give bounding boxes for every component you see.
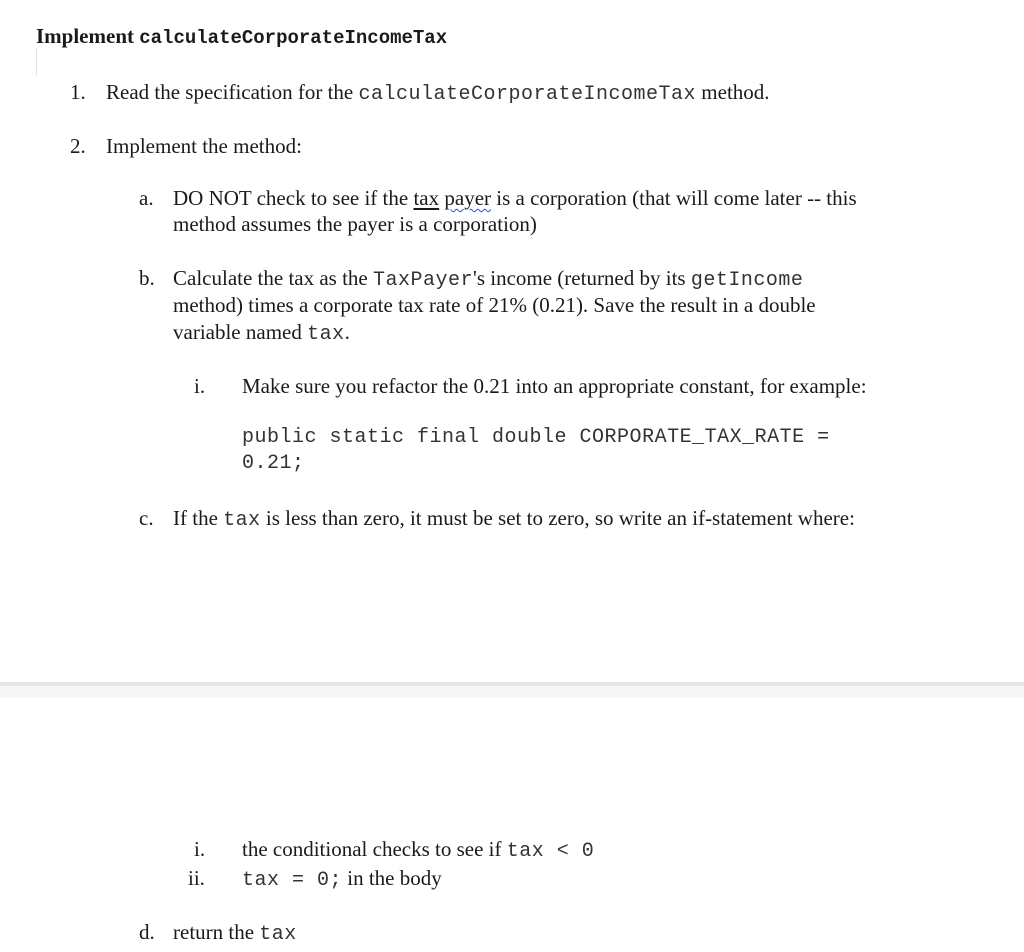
item-a-line-2: method assumes the payer is a corporation) — [173, 212, 537, 236]
item-a-label: a. — [139, 186, 154, 210]
item-a-before: DO NOT check to see if the — [173, 186, 414, 210]
item-a-tax-word: tax — [413, 186, 440, 210]
title-method: calculateCorporateIncomeTax — [139, 27, 448, 49]
item-c-i-text — [242, 837, 594, 863]
item-c-ii-label: ii. — [188, 866, 205, 890]
item-d-before: return the — [173, 920, 260, 944]
step-2-text: Implement the method: — [106, 134, 302, 158]
item-a-after: is a corporation (that will come later -- this — [491, 186, 857, 210]
item-d-label: d. — [139, 920, 155, 944]
item-b-line-3-after: . — [344, 320, 350, 344]
item-d-tax-code: tax — [259, 923, 297, 946]
item-c-i-before: the conditional checks to see if — [242, 837, 507, 861]
item-c-text — [173, 506, 855, 532]
title-prefix: Implement — [36, 24, 140, 48]
item-b-taxpayer-code: TaxPayer — [373, 269, 474, 292]
step-1-text — [106, 80, 770, 106]
code-line-1: public static final double CORPORATE_TAX_RATE = — [242, 426, 830, 449]
item-c-ii-text — [242, 866, 442, 892]
item-b-line-1 — [173, 266, 803, 292]
left-margin-marker — [36, 48, 37, 76]
step-1-text-after: method. — [696, 80, 770, 104]
item-d-text — [173, 920, 297, 946]
item-c-label: c. — [139, 506, 154, 530]
item-c-tax-code: tax — [223, 509, 261, 532]
item-b-mid: 's income (returned by its — [473, 266, 691, 290]
item-b-line-3-before: variable named — [173, 320, 308, 344]
item-b-line-3 — [173, 320, 350, 346]
step-1-text-before: Read the specification for the — [106, 80, 359, 104]
item-b-i-label: i. — [194, 374, 206, 398]
page-title — [36, 24, 447, 49]
code-line-2: 0.21; — [242, 452, 305, 475]
step-2-number: 2. — [70, 134, 86, 158]
page-break-band — [0, 686, 1024, 698]
step-1-number: 1. — [70, 80, 86, 104]
item-a-line-1 — [173, 186, 857, 211]
item-c-before: If the — [173, 506, 224, 530]
item-c-after: is less than zero, it must be set to zero, so write an if-statement where: — [260, 506, 855, 530]
item-c-i-code: tax < 0 — [506, 840, 595, 863]
item-b-getincome-code: getIncome — [690, 269, 804, 292]
item-b-before: Calculate the tax as the — [173, 266, 374, 290]
item-b-label: b. — [139, 266, 155, 290]
step-1-method: calculateCorporateIncomeTax — [358, 83, 697, 106]
item-a-payer-word: payer — [444, 186, 492, 210]
item-c-i-label: i. — [194, 837, 206, 861]
item-b-tax-code: tax — [307, 323, 345, 346]
item-b-i-text: Make sure you refactor the 0.21 into an appropriate constant, for example: — [242, 374, 867, 398]
item-c-ii-after: in the body — [342, 866, 442, 890]
item-c-ii-code: tax = 0; — [242, 869, 343, 892]
item-b-line-2: method) times a corporate tax rate of 21% (0.21). Save the result in a double — [173, 293, 816, 317]
